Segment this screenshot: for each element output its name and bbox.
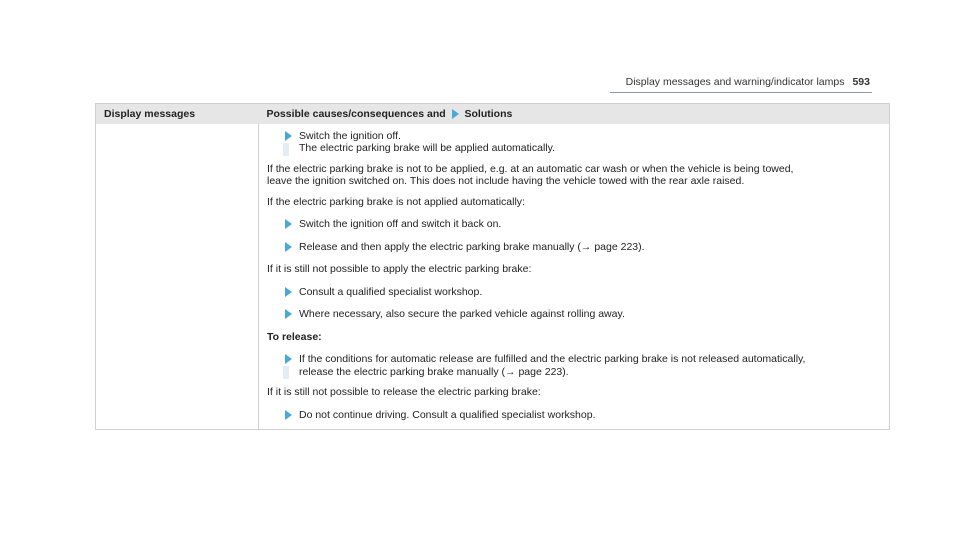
step-text-suffix: ). bbox=[562, 365, 569, 378]
step-switch-off-on bbox=[267, 218, 879, 231]
paragraph-not-applied bbox=[267, 163, 879, 188]
step-arrow-icon bbox=[285, 354, 292, 364]
step-arrow-icon bbox=[285, 219, 292, 229]
solution-arrow-icon bbox=[452, 109, 459, 119]
display-message-cell bbox=[96, 124, 259, 430]
step-text-suffix: ). bbox=[638, 240, 645, 253]
step-arrow-icon bbox=[285, 131, 292, 141]
paragraph-not-applied-auto: If the electric parking brake is not applied automatically: bbox=[267, 195, 525, 208]
cross-reference-arrow-icon: → bbox=[580, 240, 592, 253]
step-arrow-icon bbox=[285, 242, 292, 252]
step-text-continued bbox=[299, 366, 879, 379]
step-arrow-icon bbox=[285, 309, 292, 319]
paragraph-still-not-possible-apply: If it is still not possible to apply the electric parking brake: bbox=[267, 263, 532, 275]
step-text: Consult a qualified specialist workshop. bbox=[299, 285, 483, 298]
step-release-manually bbox=[267, 353, 879, 378]
step-result-bar bbox=[283, 143, 289, 156]
col-header-display-messages: Display messages bbox=[96, 104, 259, 124]
col2-header-solutions: Solutions bbox=[464, 107, 513, 120]
display-messages-table bbox=[95, 103, 890, 430]
step-text: If the conditions for automatic release are fulfilled and the electric parking brake is not released automatically, bbox=[299, 353, 806, 365]
step-secure-vehicle bbox=[267, 308, 879, 321]
header-title: Display messages and warning/indicator lamps bbox=[625, 76, 845, 88]
page-reference-link[interactable]: page 223 bbox=[518, 365, 563, 378]
step-continuation-bar bbox=[283, 366, 289, 379]
step-do-not-continue bbox=[267, 409, 879, 422]
table-row bbox=[96, 124, 890, 430]
paragraph-still-not-possible-release: If it is still not possible to release the electric parking brake: bbox=[267, 386, 541, 398]
paragraph-line: If the electric parking brake is not to be applied, e.g. at an automatic car wash or when the vehicle is being towed, bbox=[267, 162, 794, 175]
step-text bbox=[299, 241, 879, 254]
paragraph-line: leave the ignition switched on. This does not include having the vehicle towed with the rear axle raised. bbox=[267, 175, 745, 187]
step-text: Switch the ignition off. bbox=[299, 129, 401, 142]
step-switch-ignition-off bbox=[267, 130, 879, 155]
page-reference-link[interactable]: page 223 bbox=[594, 240, 639, 253]
step-text: Where necessary, also secure the parked vehicle against rolling away. bbox=[299, 308, 625, 320]
step-text-prefix: Release and then apply the electric parking brake manually ( bbox=[299, 240, 581, 253]
page-number: 593 bbox=[852, 76, 870, 88]
step-result-text: The electric parking brake will be applied automatically. bbox=[299, 142, 556, 154]
header-rule bbox=[610, 92, 872, 93]
col-header-causes-solutions bbox=[259, 104, 890, 124]
col2-header-text: Possible causes/consequences and bbox=[266, 107, 446, 120]
step-arrow-icon bbox=[285, 410, 292, 420]
step-arrow-icon bbox=[285, 287, 292, 297]
step-text-prefix: release the electric parking brake manually ( bbox=[299, 365, 506, 378]
solutions-cell bbox=[259, 124, 890, 430]
running-header bbox=[0, 76, 870, 88]
step-text: Switch the ignition off and switch it back on. bbox=[299, 218, 502, 230]
cross-reference-arrow-icon: → bbox=[505, 365, 516, 378]
step-release-apply-manually bbox=[267, 241, 879, 254]
step-consult-workshop bbox=[267, 286, 879, 299]
step-text: Do not continue driving. Consult a qualified specialist workshop. bbox=[299, 408, 596, 421]
subheading-to-release: To release: bbox=[267, 330, 322, 343]
table-header-row bbox=[96, 104, 890, 124]
